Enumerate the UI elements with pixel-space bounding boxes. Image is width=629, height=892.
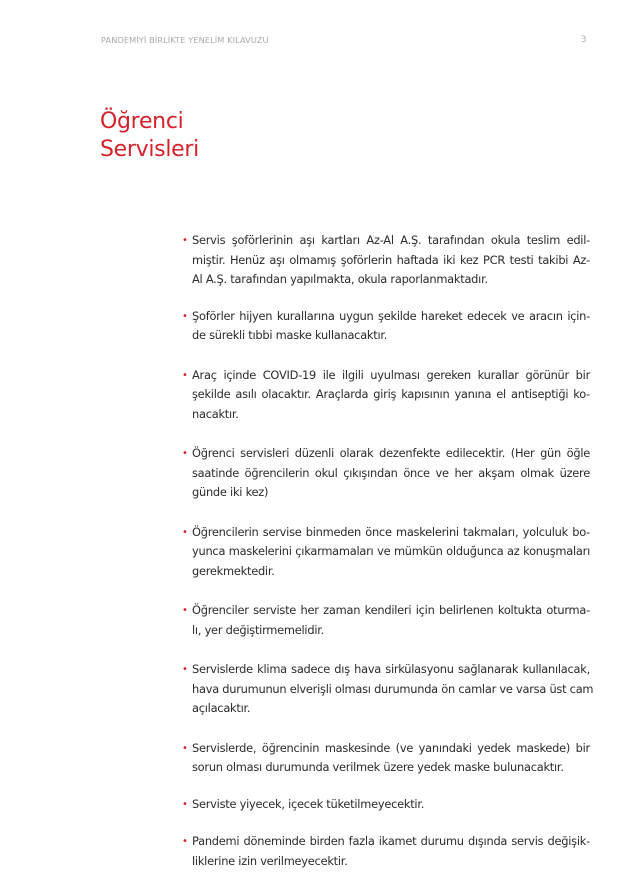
bullet-item bbox=[180, 739, 590, 778]
bullet-dot-icon: • bbox=[182, 310, 188, 322]
running-header-title: PANDEMİYİ BİRLİKTE YENELİM KILAVUZU bbox=[101, 35, 269, 45]
bullet-item bbox=[180, 832, 590, 871]
bullet-text-line: nacaktır. bbox=[192, 406, 239, 421]
bullet-item bbox=[180, 601, 590, 640]
bullet-text-line: de sürekli tıbbi maske kullanacaktır. bbox=[192, 328, 388, 342]
bullet-text-line: Öğrencilerin servise binmeden önce maskelerini takmaları, yolculuk bo- bbox=[192, 524, 590, 539]
bullet-dot-icon: • bbox=[182, 836, 188, 847]
bullet-item bbox=[180, 444, 590, 503]
bullet-text-line: Pandemi döneminde birden fazla ikamet durumu dışında servis değişik- bbox=[192, 834, 590, 848]
bullet-text-line: Şoförler hijyen kurallarına uygun şekilde hareket edecek ve aracın için- bbox=[192, 308, 590, 323]
bullet-text-line: gerekmektedir. bbox=[192, 563, 275, 578]
bullet-item bbox=[180, 523, 590, 582]
bullet-item bbox=[180, 795, 590, 815]
bullet-text-line: Araç içinde COVID-19 ile ilgili uyulması gereken kurallar görünür bir bbox=[192, 367, 590, 382]
bullet-dot-icon: • bbox=[182, 742, 188, 754]
bullet-text-line: sorun olması durumunda verilmek üzere yedek maske bulunacaktır. bbox=[192, 760, 564, 774]
bullet-text-line: Servis şoförlerinin aşı kartları Az-Al A.Ş. tarafından okula teslim edil- bbox=[192, 233, 590, 247]
bullet-text-line: miştir. Henüz aşı olmamış şoförlerin haftada iki kez PCR testi takibi Az- bbox=[192, 252, 590, 267]
bullet-text-line: lı, yer değiştirmemelidir. bbox=[192, 622, 324, 637]
section-title bbox=[100, 108, 199, 164]
section-title-line: Servisleri bbox=[100, 137, 199, 162]
bullet-text-line: Al A.Ş. tarafından yapılmakta, okula raporlanmaktadır. bbox=[192, 272, 488, 286]
bullet-text-line: Servislerde, öğrencinin maskesinde (ve yanındaki yedek maskede) bir bbox=[192, 740, 590, 755]
bullet-dot-icon: • bbox=[182, 798, 188, 810]
bullet-text-line: Servislerde klima sadece dış hava sirkülasyonu sağlanarak kullanılacak, bbox=[192, 662, 590, 676]
bullet-text-line: Öğrenciler serviste her zaman kendileri için belirlenen koltukta oturma- bbox=[192, 603, 590, 617]
bullet-item bbox=[180, 366, 590, 425]
page-number: 3 bbox=[581, 35, 587, 45]
bullet-text-line: saatinde öğrencilerin okul çıkışından önce ve her akşam olmak üzere bbox=[192, 465, 590, 480]
bullet-text-line: Serviste yiyecek, içecek tüketilmeyecektir. bbox=[192, 796, 425, 811]
bullet-text-line: hava durumunun elverişli olması durumunda ön camlar ve varsa üst cam bbox=[192, 681, 594, 696]
bullet-item bbox=[180, 660, 594, 719]
bullet-dot-icon: • bbox=[182, 369, 188, 381]
bullet-list bbox=[180, 231, 594, 871]
bullet-item bbox=[180, 307, 590, 346]
bullet-item bbox=[180, 231, 590, 290]
bullet-dot-icon: • bbox=[182, 526, 188, 538]
bullet-dot-icon: • bbox=[182, 605, 188, 616]
bullet-dot-icon: • bbox=[182, 448, 188, 459]
section-title-line: Öğrenci bbox=[100, 109, 184, 134]
bullet-text-line: günde iki kez) bbox=[192, 485, 269, 499]
bullet-dot-icon: • bbox=[182, 235, 188, 246]
bullet-text-line: şekilde asılı olacaktır. Araçlarda giriş kapısının yanına el antiseptiği ko- bbox=[192, 387, 590, 401]
bullet-text-line: liklerine izin verilmeyecektir. bbox=[192, 853, 348, 868]
bullet-text-line: yunca maskelerini çıkarmamaları ve mümkün olduğunca az konuşmaları bbox=[192, 544, 590, 558]
bullet-text-line: Öğrenci servisleri düzenli olarak dezenfekte edilecektir. (Her gün öğle bbox=[192, 446, 590, 460]
bullet-text-line: açılacaktır. bbox=[192, 701, 251, 715]
bullet-dot-icon: • bbox=[182, 664, 188, 675]
